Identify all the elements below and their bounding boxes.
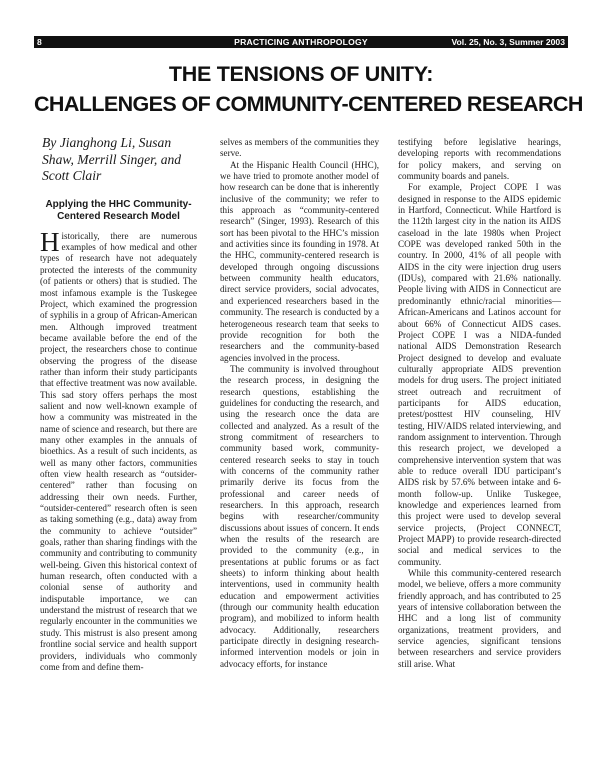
- paragraph: For example, Project COPE I was designed in response to the AIDS epidemic in Hartford, Connecticut. While Hartford is the 112th largest city in the nation its AIDS caseload in the late 1980s when Project COPE was developed ranked 50th in the country. In 2000, 41% of all people with AIDS in the city were injection drug users (IDUs), compared with 21.6% nationally. People living with AIDS in Connecticut are predominantly ethnic/racial minorities—African-Americans and Latinos account for about 66% of Connecticut AIDS cases. Project COPE I was a NIDA-funded national AIDS Demonstration Research Project designed to develop and evaluate culturally appropriate AIDS prevention models for drug users. The project initiated street outreach and recruitment of participants for AIDS education, pretest/posttest HIV counseling, HIV testing, HIV/AIDS related interviewing, and random assignment to intervention. Through this research project, we developed a comprehensive intervention system that was able to reduce overall IDU participant’s AIDS risk by 57.6% between intake and 6-month follow-up. Unlike Tuskegee, knowledge and experiences learned from this project were used to develop several service projects, (Project CONNECT, Project MAPP) to provide research-directed social and medical services to the community.: [398, 182, 561, 567]
- paragraph-text: istorically, there are numerous examples of how medical and other types of research have not adequately protected the interests of the community (of patients or others) that is studied. The most infamous example is the Tuskegee Project, which examined the progression of syphilis in a group of African-American men. Although improved treatment became available before the end of the project, the researchers chose to continue observing the progress of the disease rather than inform their study participants that effective treatment was now available. This sad story offers perhaps the most salient and now well-known example of how a community was mistreated in the name of science and research, but there are many other examples in the annuals of bioethics. As a result of such incidents, as well as many other factors, communities often view health research as “outsider-centered” rather than focusing on addressing their own needs. Further, “outsider-centered” research often is seen as taking something (e.g., data) away from the community to achieve “outsider” goals, rather than sharing findings with the community and contributing to community well-being. Given this historical context of human research, often conducted with a colonial sense of authority and indisputable importance, we can understand the mistrust of research that we regularly encounter in the communities we study. This mistrust is also present among frontline social service and health support providers, individuals who commonly come from and define them-: [40, 230, 197, 672]
- column-2: [220, 137, 379, 670]
- column-1: [40, 135, 197, 673]
- article-title-line-2: CHALLENGES OF COMMUNITY-CENTERED RESEARCH: [34, 92, 583, 116]
- paragraph: [40, 226, 197, 673]
- drop-cap: H: [40, 226, 60, 257]
- column-3: [398, 137, 561, 670]
- paragraph: The community is involved throughout the research process, in designing the research questions, establishing the guidelines for conducting the research, and using the research once the data are collected and analyzed. As a result of the strong commitment of researchers to community based work, community-centered research seeks to stay in touch with concerns of the community rather primarily derive its focus from the professional and career needs of researchers. In this approach, research begins with researcher/community discussions about issues of concern. It ends when the results of the research are provided to the community (e.g., in presentations at public forums or as fact sheets) to inform thinking about health interventions, used in community health education and empowerment activities (through our community health education program), and mobilized to inform health advocacy. Additionally, researchers participate directly in designing research-informed intervention models or join in advocacy efforts, for instance: [220, 363, 379, 669]
- paragraph: While this community-centered research model, we believe, offers a more community friendly approach, and has contributed to 25 years of intensive collaboration between the HHC and a long list of community organizations, treatment providers, and service agencies, significant tensions between researchers and service providers still arise. What: [398, 568, 561, 669]
- author-byline: By Jianghong Li, Susan Shaw, Merrill Singer, and Scott Clair: [42, 135, 182, 184]
- paragraph: selves as members of the communities they serve.: [220, 137, 379, 159]
- page-number: 8: [37, 37, 42, 47]
- paragraph: At the Hispanic Health Council (HHC), we have tried to promote another model of how research can be done that is inherently inclusive of the community; we refer to this approach as “community-centered research” (Singer, 1993). Research of this sort has been pivotal to the HHC’s mission and activities since its founding in 1978. At the HHC, community-centered research is developed through ongoing discussions between community health educators, direct service providers, social advocates, and experienced researchers based in the community. The research is conducted by a heterogeneous research team that seeks to provide recognition for both the researchers and the community-based agencies involved in the process.: [220, 159, 379, 363]
- paragraph: testifying before legislative hearings, developing reports with recommendations for policy makers, and serving on community boards and panels.: [398, 137, 561, 182]
- magazine-name: PRACTICING ANTHROPOLOGY: [234, 37, 368, 47]
- section-subheading: Applying the HHC Community-Centered Research Model: [45, 198, 192, 222]
- running-header: [34, 36, 568, 48]
- article-title-line-1: THE TENSIONS OF UNITY:: [168, 62, 434, 86]
- issue-info: Vol. 25, No. 3, Summer 2003: [451, 37, 565, 47]
